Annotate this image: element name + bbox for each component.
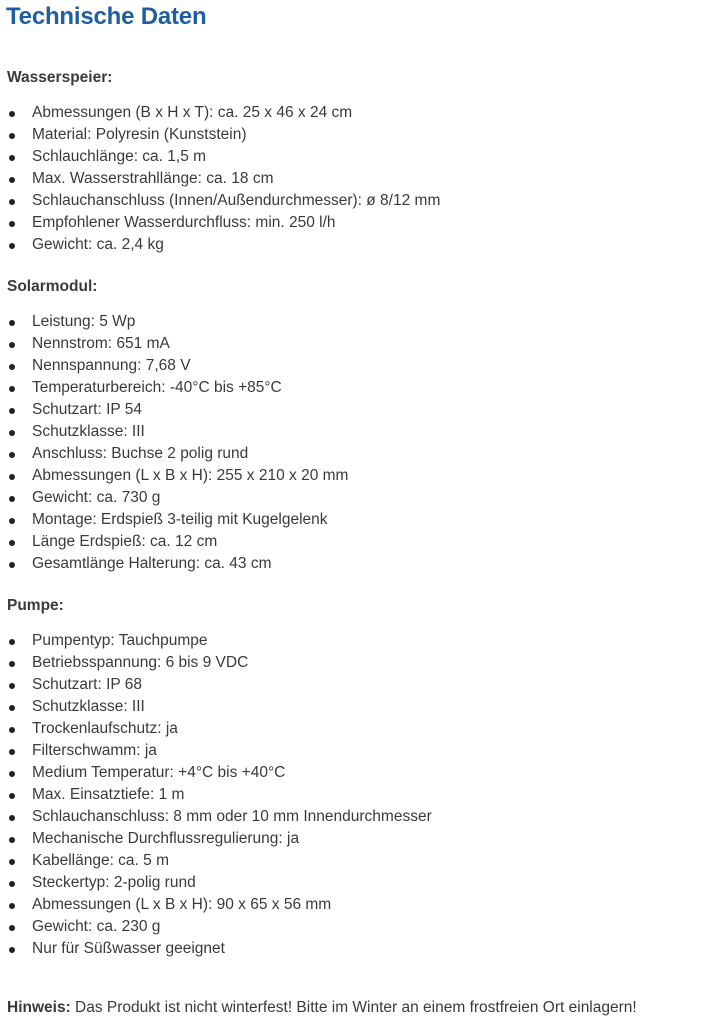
spec-list-item: Max. Wasserstrahllänge: ca. 18 cm [7,168,440,190]
spec-list-item: Gesamtlänge Halterung: ca. 43 cm [7,553,348,575]
spec-list-item: Abmessungen (L x B x H): 255 x 210 x 20 mm [7,465,348,487]
spec-list-item: Material: Polyresin (Kunststein) [7,124,440,146]
spec-list-pumpe [7,630,432,960]
spec-list-item: Nur für Süßwasser geeignet [7,938,432,960]
spec-list-item: Schutzart: IP 68 [7,674,432,696]
page-title: Technische Daten [6,3,207,30]
hint-text: Das Produkt ist nicht winterfest! Bitte im Winter an einem frostfreien Ort einlagern! [70,998,637,1016]
spec-list-item: Trockenlaufschutz: ja [7,718,432,740]
spec-list-item: Abmessungen (L x B x H): 90 x 65 x 56 mm [7,894,432,916]
spec-list-item: Schlauchanschluss (Innen/Außendurchmesser): ø 8/12 mm [7,190,440,212]
spec-list-item: Leistung: 5 Wp [7,311,348,333]
section-wasserspeier [7,68,440,256]
hint-note [7,998,637,1018]
spec-list-item: Nennspannung: 7,68 V [7,355,348,377]
spec-list-item: Anschluss: Buchse 2 polig rund [7,443,348,465]
spec-list-item: Schlauchlänge: ca. 1,5 m [7,146,440,168]
section-title-pumpe: Pumpe: [7,597,64,614]
spec-list-item: Schutzklasse: III [7,696,432,718]
section-pumpe [7,596,432,960]
spec-list-wasserspeier [7,102,440,256]
spec-list-item: Nennstrom: 651 mA [7,333,348,355]
section-solarmodul [7,277,348,575]
spec-list-item: Steckertyp: 2-polig rund [7,872,432,894]
spec-list-item: Mechanische Durchflussregulierung: ja [7,828,432,850]
spec-list-item: Schlauchanschluss: 8 mm oder 10 mm Innendurchmesser [7,806,432,828]
spec-list-item: Temperaturbereich: -40°C bis +85°C [7,377,348,399]
hint-label: Hinweis: [7,998,71,1016]
spec-list-item: Schutzklasse: III [7,421,348,443]
spec-list-item: Max. Einsatztiefe: 1 m [7,784,432,806]
section-title-solarmodul: Solarmodul: [7,278,98,295]
spec-list-item: Filterschwamm: ja [7,740,432,762]
spec-list-item: Montage: Erdspieß 3-teilig mit Kugelgelenk [7,509,348,531]
spec-list-item: Abmessungen (B x H x T): ca. 25 x 46 x 24 cm [7,102,440,124]
spec-list-item: Länge Erdspieß: ca. 12 cm [7,531,348,553]
spec-list-item: Empfohlener Wasserdurchfluss: min. 250 l/h [7,212,440,234]
spec-list-item: Medium Temperatur: +4°C bis +40°C [7,762,432,784]
spec-list-item: Kabellänge: ca. 5 m [7,850,432,872]
section-title-wasserspeier: Wasserspeier: [7,69,113,86]
spec-list-item: Schutzart: IP 54 [7,399,348,421]
spec-list-solarmodul [7,311,348,575]
spec-list-item: Gewicht: ca. 230 g [7,916,432,938]
spec-list-item: Gewicht: ca. 730 g [7,487,348,509]
spec-list-item: Gewicht: ca. 2,4 kg [7,234,440,256]
spec-list-item: Pumpentyp: Tauchpumpe [7,630,432,652]
spec-list-item: Betriebsspannung: 6 bis 9 VDC [7,652,432,674]
